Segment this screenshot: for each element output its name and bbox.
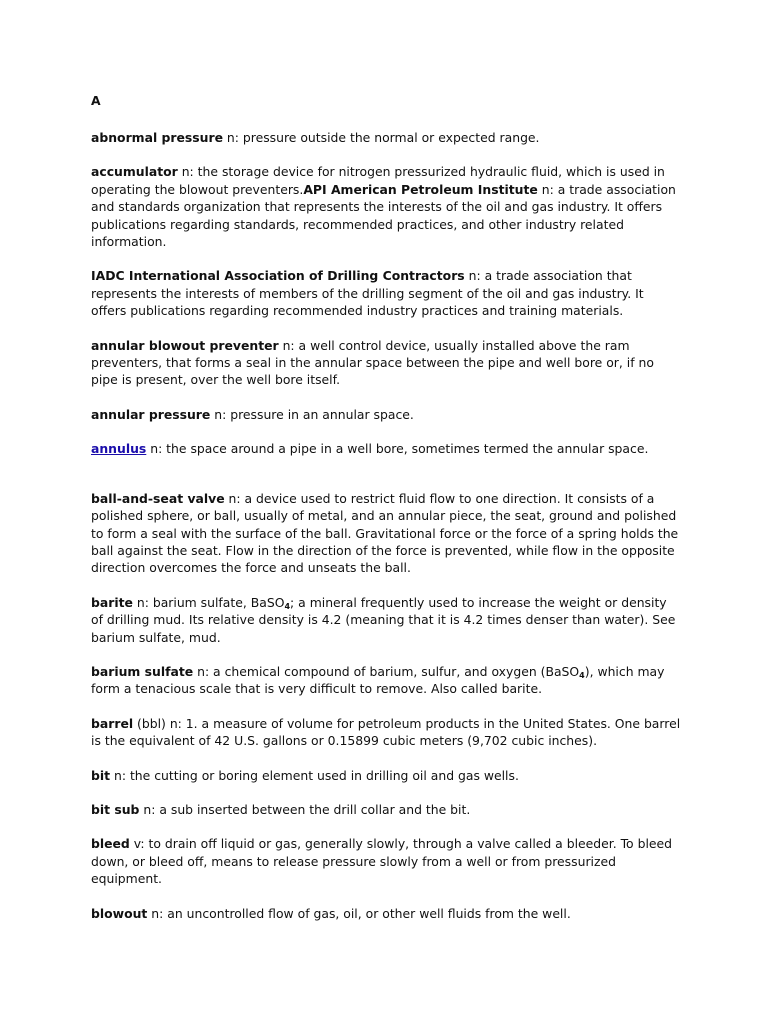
glossary-entry-bit [91,767,681,784]
glossary-entry-iadc [91,267,681,319]
glossary-definition: v: to drain off liquid or gas, generally slowly, through a valve called a bleeder. To bleed down, or bleed off, means to release pressure slowly from a well or from pressurized equipment. [91,836,672,887]
glossary-term: annular pressure [91,406,211,422]
glossary-definition: n: barium sulfate, BaSO [132,594,285,610]
glossary-entry-annulus [91,440,681,457]
glossary-term-api: API American Petroleum Institute [303,181,538,197]
glossary-entry-bleed [91,835,681,887]
glossary-entry-annular-pressure [91,406,681,423]
glossary-entry-barrel [91,715,681,750]
glossary-entry-annular-blowout-preventer [91,337,681,389]
glossary-definition-continued: ), which may form a tenacious scale that is very difficult to remove. Also called barite. [91,663,665,697]
glossary-term: accumulator [91,164,178,180]
glossary-definition: n: pressure outside the normal or expected range. [222,130,540,145]
annulus-link[interactable]: annulus [91,441,147,457]
glossary-definition: n: a chemical compound of barium, sulfur, and oxygen (BaSO [193,663,580,679]
glossary-term: barrel [91,715,134,731]
glossary-definition: n: an uncontrolled flow of gas, oil, or other well fluids from the well. [147,905,571,921]
glossary-entry-accumulator [91,163,681,250]
glossary-definition: n: a well control device, usually installed above the ram preventers, that forms a seal in the annular space between the pipe and well bore or, if no pipe is present, over the well bore itself. [91,337,654,388]
glossary-term: barite [91,594,133,610]
glossary-term: abnormal pressure [91,130,223,145]
glossary-term: annular blowout preventer [91,337,279,353]
glossary-term: blowout [91,905,148,921]
glossary-definition: n: a trade association that represents the interests of members of the drilling segment of the oil and gas industry. It offers publications regarding recommended industry practices and training materials. [91,268,644,319]
glossary-term: bit [91,767,111,783]
subscript-four: 4 [284,601,291,611]
glossary-entry-bit-sub [91,801,681,818]
glossary-definition: n: a device used to restrict fluid flow to one direction. It consists of a polished sphere, or ball, usually of metal, and an annular piece, the seat, ground and polished to form a seal with the surface of the ball. Gravitational force or the force of a spring holds the ball against the seat. Flow in the direction of the force is prevented, while flow in the opposite direction overcomes the force and unseats the ball. [91,490,679,576]
glossary-entry-abnormal-pressure [91,129,681,146]
glossary-definition: n: the cutting or boring element used in drilling oil and gas wells. [110,767,519,783]
glossary-term: bit sub [91,801,140,817]
glossary-definition: n: pressure in an annular space. [210,406,414,422]
glossary-entry-blowout [91,905,681,922]
glossary-page [91,92,681,939]
glossary-entry-barite [91,594,681,646]
glossary-entry-ball-and-seat-valve [91,490,681,577]
glossary-definition: n: the space around a pipe in a well bore, sometimes termed the annular space. [146,441,649,457]
glossary-term: ball-and-seat valve [91,490,225,506]
glossary-definition: n: the storage device for nitrogen pressurized hydraulic fluid, which is used in operating the blowout preventers. [91,164,665,197]
section-letter-heading: A [91,93,101,108]
glossary-definition-api: n: a trade association and standards organization that represents the interests of the oil and gas industry. It offers publications regarding standards, recommended practices, and other industry related information. [91,181,676,250]
glossary-term: barium sulfate [91,663,194,679]
subscript-four: 4 [579,670,585,680]
glossary-definition: n: a sub inserted between the drill collar and the bit. [139,801,471,817]
glossary-definition: (bbl) n: 1. a measure of volume for petroleum products in the United States. One barrel is the equivalent of 42 U.S. gallons or 0.15899 cubic meters (9,702 cubic inches). [91,715,681,749]
glossary-entry-barium-sulfate [91,663,681,698]
glossary-term: IADC International Association of Drilling Contractors [91,268,465,284]
glossary-definition-continued: ; a mineral frequently used to increase the weight or density of drilling mud. Its relative density is 4.2 (meaning that it is 4.2 times denser than water). See barium sulfate, mud. [91,594,676,645]
glossary-term: bleed [91,836,130,852]
